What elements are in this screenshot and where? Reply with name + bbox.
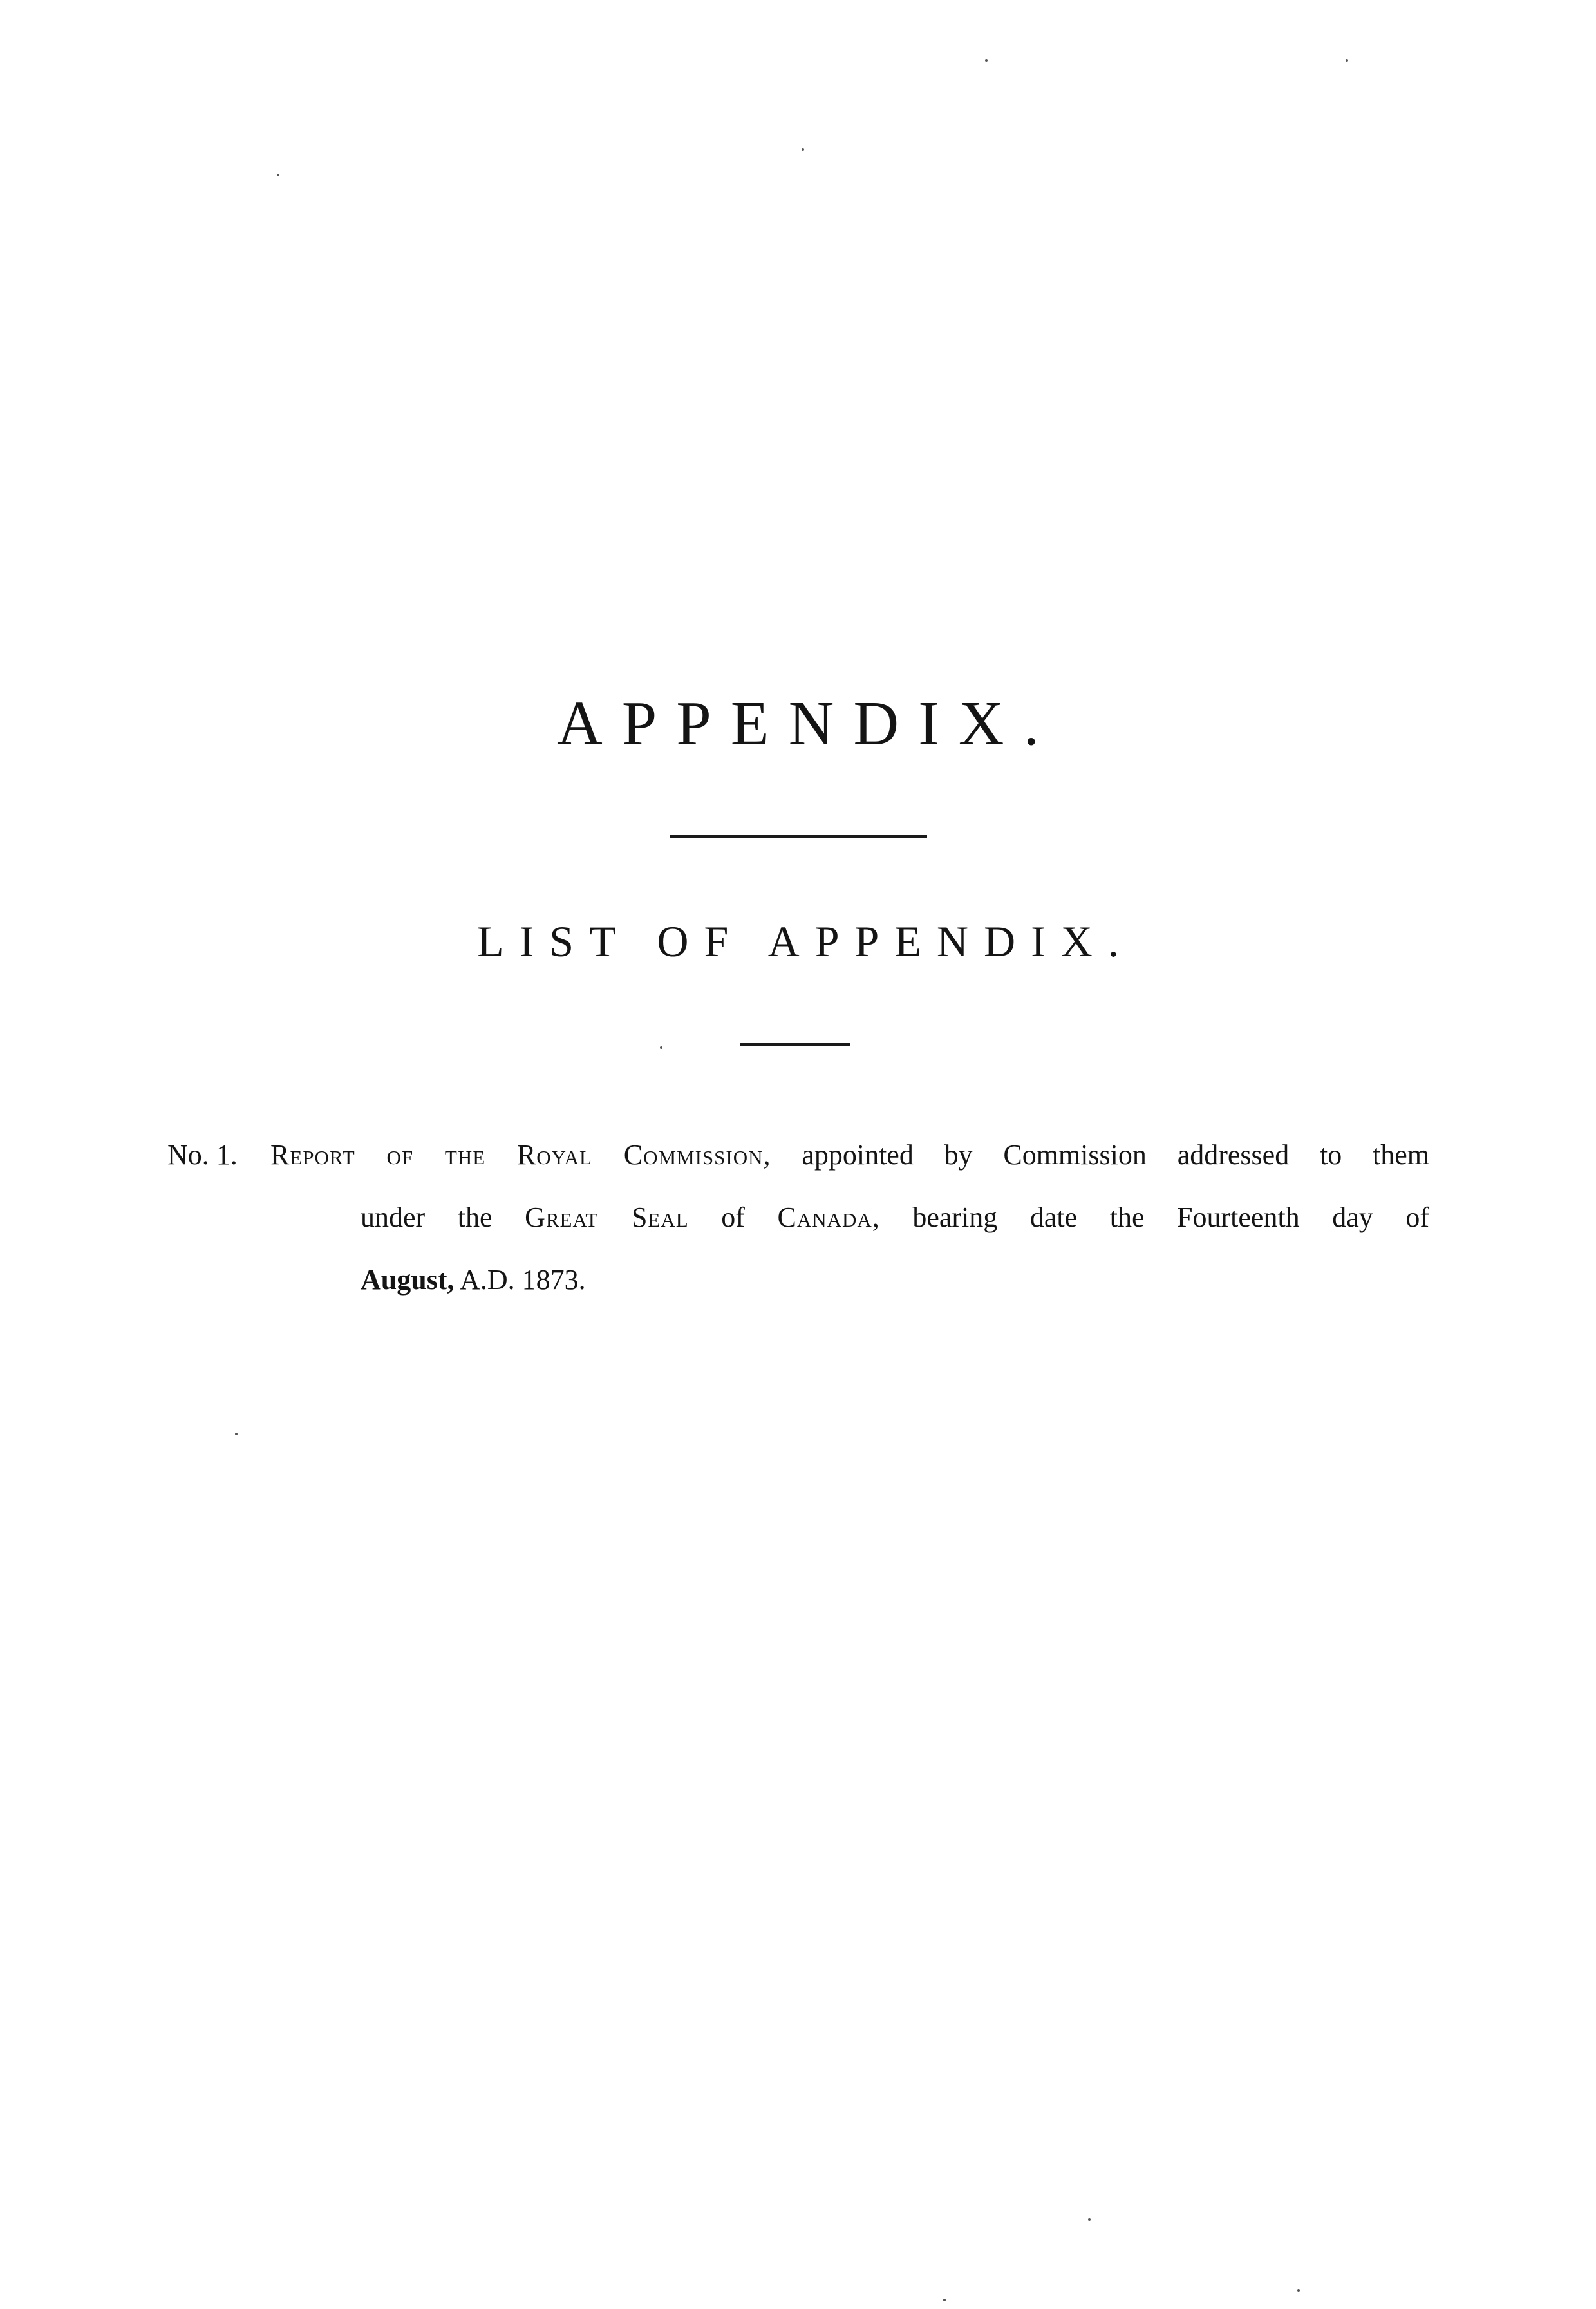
scan-speck: [1297, 2289, 1300, 2292]
scan-speck: [802, 148, 804, 151]
entry-line-2-pre: under the: [361, 1202, 493, 1233]
entry-line-1-text: appointed by Commission addressed to them: [802, 1139, 1429, 1171]
section-heading: LIST OF APPENDIX.: [477, 917, 1134, 966]
scan-speck: [943, 2299, 946, 2301]
entry-year: A.D. 1873.: [460, 1264, 586, 1296]
page-title: APPENDIX.: [556, 689, 1059, 759]
entry-line-3: [361, 1249, 1429, 1311]
scan-speck: [235, 1433, 238, 1435]
appendix-entry: [167, 1124, 1429, 1311]
scan-speck: [660, 1046, 662, 1049]
scan-speck: [277, 174, 279, 176]
entry-month: August,: [361, 1264, 455, 1296]
scan-speck: [985, 59, 988, 62]
heading-divider: [740, 1043, 850, 1046]
entry-line-2-mid: of: [721, 1202, 745, 1233]
entry-canada: Canada,: [777, 1202, 880, 1233]
scan-speck: [1346, 59, 1348, 62]
title-divider: [670, 835, 927, 838]
entry-line-2: [361, 1186, 1429, 1249]
entry-number: No. 1.: [167, 1139, 238, 1171]
entry-line-1: [270, 1124, 1429, 1186]
entry-text: [270, 1124, 1429, 1311]
entry-great-seal: Great Seal: [525, 1202, 689, 1233]
entry-report-title: Report of the Royal Commission,: [270, 1139, 771, 1171]
scan-speck: [1088, 2218, 1091, 2221]
entry-line-2-text: bearing date the Fourteenth day of: [912, 1202, 1430, 1233]
